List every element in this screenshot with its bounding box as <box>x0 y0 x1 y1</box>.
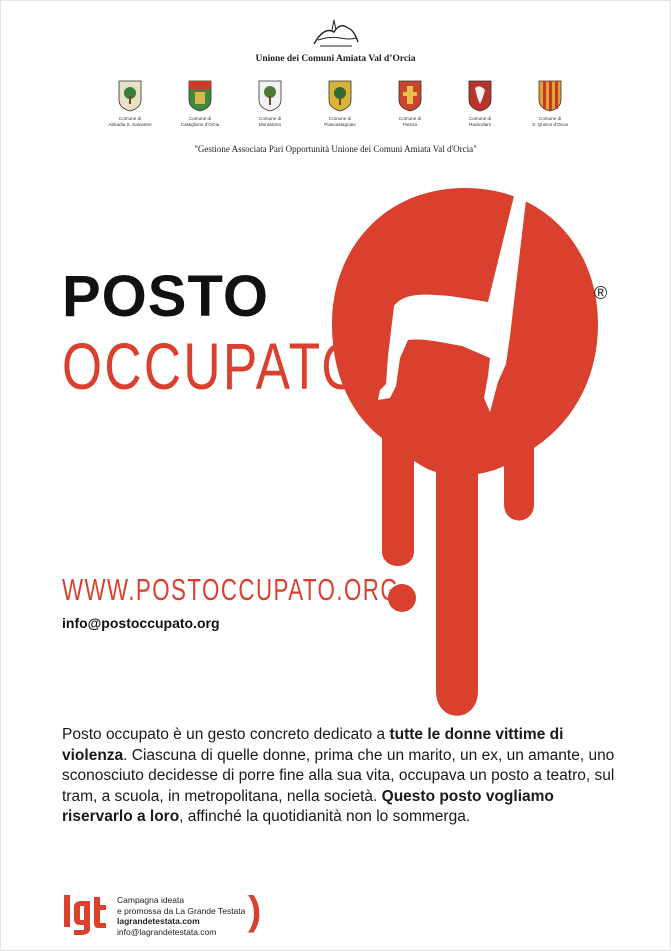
comune-label-name: Piancastagnaio <box>324 122 356 127</box>
description-bold-2: Questo posto vogliamo riservarlo a loro <box>62 787 554 825</box>
comune-label-line1: Comune di <box>398 116 422 121</box>
comune-pienza <box>375 80 445 128</box>
comune-label-name: Castiglione d'Orcia <box>180 122 220 127</box>
comune-montalcino <box>235 80 305 128</box>
comune-label-line1: Comune di <box>328 116 352 121</box>
credits-line-2: e promossa da La Grande Testata <box>117 905 246 916</box>
comune-label-line1: Comune di <box>468 116 492 121</box>
comune-label-name: Radicofani <box>469 122 491 127</box>
credits-email-link[interactable]: info@lagrandetestata.com <box>117 926 217 937</box>
crest-icon <box>538 80 562 112</box>
email-link[interactable]: info@postoccupato.org <box>62 615 220 631</box>
credits-line-1: Campagna ideata <box>117 895 185 905</box>
description-paragraph <box>62 725 622 828</box>
description-text-3: , affinché la quotidianità non lo sommerga. <box>179 808 471 825</box>
comune-label-name: Pienza <box>402 122 418 127</box>
comune-piancastagnaio <box>305 80 375 128</box>
comune-label-line1: Comune di <box>118 116 142 121</box>
website-link[interactable]: WWW.POSTOCCUPATO.ORG <box>62 572 400 607</box>
comune-label-name: Montalcino <box>258 122 282 127</box>
title-posto: POSTO <box>62 264 269 329</box>
crest-icon <box>468 80 492 112</box>
footer-credits <box>117 895 245 937</box>
comune-san-quirico <box>515 80 585 128</box>
comune-castiglione <box>165 80 235 128</box>
crest-icon <box>328 80 352 112</box>
description-text-1: Posto occupato è un gesto concreto dedicato a <box>62 726 390 743</box>
registered-mark: ® <box>594 283 608 303</box>
description-text-2: . Ciascuna di quelle donne, prima che un marito, un ex, un amante, uno sconosciuto decidesse di porre fine alla sua vita, occupava un posto a teatro, sul tram, a scuola, in metropolitana, nella società. <box>62 746 615 805</box>
crest-icon <box>398 80 422 112</box>
title-occupato: OCCUPATO <box>62 329 364 403</box>
comune-abbadia <box>95 80 165 128</box>
footer-paren: ) <box>248 889 262 933</box>
comune-radicofani <box>445 80 515 128</box>
comune-label-name: S. Quirico d'Orcia <box>532 122 568 127</box>
union-logo-icon <box>310 16 362 50</box>
union-name: Unione dei Comuni Amiata Val d’Orcia <box>255 54 416 64</box>
comune-label-line1: Comune di <box>188 116 212 121</box>
crest-icon <box>188 80 212 112</box>
comune-label-line1: Comune di <box>258 116 282 121</box>
comuni-crests <box>95 80 585 140</box>
crest-icon <box>118 80 142 112</box>
crest-icon <box>258 80 282 112</box>
red-drip-silhouette-icon <box>330 186 600 726</box>
comune-label-line1: Comune di <box>538 116 562 121</box>
comune-label-name: Abbadia S. Salvatore <box>108 122 152 127</box>
credits-site-link[interactable]: lagrandetestata.com <box>117 916 200 926</box>
description-bold-1: tutte le donne vittime di violenza <box>62 726 564 764</box>
gestione-associata-caption: "Gestione Associata Pari Opportunità Unione dei Comuni Amiata Val d'Orcia" <box>194 144 477 154</box>
lgt-logo-icon <box>60 893 110 935</box>
